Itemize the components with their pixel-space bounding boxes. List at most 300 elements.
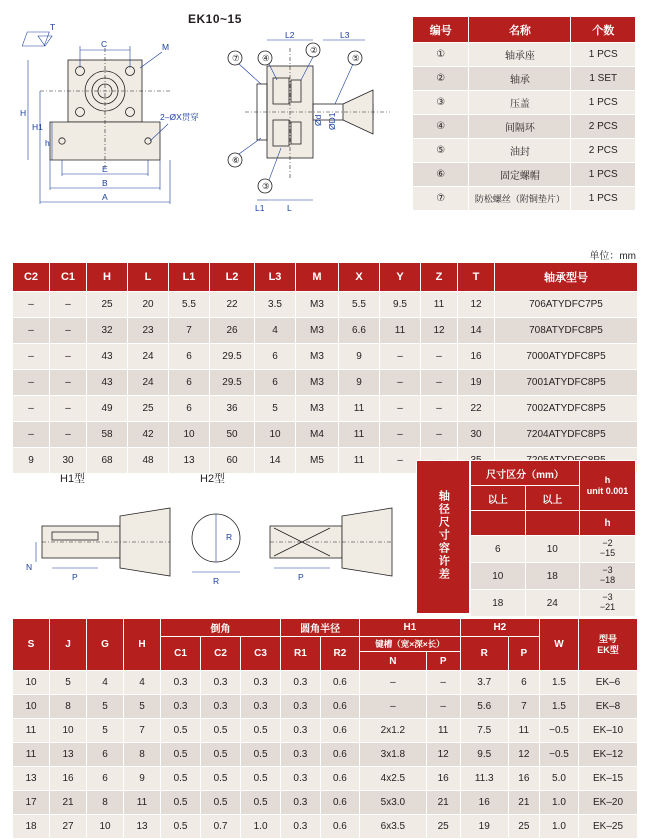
table-row: [13, 422, 638, 448]
spec-header-h: H: [124, 619, 161, 671]
dim-cell: –: [13, 344, 50, 370]
table-row: [413, 115, 636, 139]
dim-cell: M3: [296, 396, 339, 422]
table-row: [13, 695, 638, 719]
spec-subheader-r2: R2: [320, 637, 360, 671]
spec-cell: 3.7: [460, 671, 508, 695]
dim-cell: M3: [296, 292, 339, 318]
dim-cell: –: [380, 448, 421, 474]
spec-cell: EK–8: [579, 695, 638, 719]
unit-note: 单位：mm: [589, 251, 636, 262]
spec-cell: 11: [124, 791, 161, 815]
spec-cell: 2x1.2: [360, 719, 426, 743]
dim-cell: 10: [169, 422, 210, 448]
table-row: [13, 743, 638, 767]
dim-cell: 11: [339, 396, 380, 422]
spec-cell: 6: [508, 671, 539, 695]
dim-cell: 12: [458, 292, 495, 318]
dim-cell: 25: [87, 292, 128, 318]
spec-cell: 13: [124, 815, 161, 839]
dim-header-c2: C2: [13, 263, 50, 292]
dim-cell: M3: [296, 318, 339, 344]
spec-cell: 1.0: [241, 815, 281, 839]
dim-cell: –: [13, 422, 50, 448]
dim-cell: –: [13, 396, 50, 422]
spec-header-s: S: [13, 619, 50, 671]
part-name: 轴承座: [469, 43, 571, 67]
spec-cell: 0.3: [241, 695, 281, 719]
svg-text:P: P: [72, 572, 78, 582]
dim-cell: 19: [458, 370, 495, 396]
spec-cell: 0.3: [161, 671, 201, 695]
part-no: ③: [413, 91, 469, 115]
dim-cell: 10: [255, 422, 296, 448]
dim-cell: 16: [458, 344, 495, 370]
spec-cell: 16: [508, 767, 539, 791]
dim-cell: 5.5: [169, 292, 210, 318]
dim-cell: M3: [296, 370, 339, 396]
shaft-end-diagrams: [20, 460, 400, 600]
table-row: [413, 163, 636, 187]
spec-cell: 0.5: [201, 743, 241, 767]
svg-text:P: P: [298, 572, 304, 582]
dim-cell: 30: [458, 422, 495, 448]
dim-cell: 29.5: [210, 370, 255, 396]
dim-cell: 6.6: [339, 318, 380, 344]
parts-header-qty: 个数: [571, 17, 636, 43]
table-row: [413, 43, 636, 67]
tol-max: 10: [525, 536, 580, 563]
spec-cell: 0.3: [281, 695, 321, 719]
spec-subheader-c1: C1: [161, 637, 201, 671]
part-qty: 2 PCS: [571, 115, 636, 139]
part-no: ⑥: [413, 163, 469, 187]
tol-h: −2 −15: [580, 536, 636, 563]
dim-cell: –: [13, 292, 50, 318]
assembly-drawing-front: [10, 8, 210, 223]
spec-cell: −0.5: [540, 743, 579, 767]
spec-cell: 4x2.5: [360, 767, 426, 791]
spec-header-h1: H1: [360, 619, 461, 637]
spec-cell: 0.5: [161, 815, 201, 839]
tolerance-header-range: 尺寸区分（mm）: [471, 461, 580, 486]
spec-cell: 0.5: [161, 791, 201, 815]
dim-cell: 4: [255, 318, 296, 344]
spec-cell: 1.0: [540, 791, 579, 815]
spec-cell: 0.5: [241, 791, 281, 815]
dim-header-c1: C1: [50, 263, 87, 292]
dim-cell: 6: [169, 396, 210, 422]
spec-cell: 19: [460, 815, 508, 839]
dim-header-bearing: 轴承型号: [495, 263, 638, 292]
part-name: 间隔环: [469, 115, 571, 139]
spec-cell: 4: [87, 671, 124, 695]
spec-cell: 11: [508, 719, 539, 743]
dim-cell: 30: [50, 448, 87, 474]
spec-cell: 0.3: [281, 671, 321, 695]
spec-cell: 0.3: [201, 671, 241, 695]
dim-cell: 29.5: [210, 344, 255, 370]
spec-cell: 0.5: [161, 767, 201, 791]
spec-cell: 21: [426, 791, 460, 815]
part-qty: 1 PCS: [571, 43, 636, 67]
spec-cell: 0.3: [281, 815, 321, 839]
spec-cell: 0.5: [201, 767, 241, 791]
dim-cell: –: [421, 370, 458, 396]
tolerance-header-h: h unit 0.001: [580, 461, 636, 511]
part-no: ①: [413, 43, 469, 67]
dim-cell: 6: [169, 344, 210, 370]
spec-header-h2: H2: [460, 619, 539, 637]
spec-cell: 10: [87, 815, 124, 839]
tol-h: −3 −18: [580, 563, 636, 590]
part-name: 油封: [469, 139, 571, 163]
dim-cell: 26: [210, 318, 255, 344]
svg-text:B: B: [102, 178, 108, 188]
tolerance-table: [470, 460, 636, 617]
table-row: [471, 536, 636, 563]
spec-cell: 5.6: [460, 695, 508, 719]
table-row: [13, 370, 638, 396]
dim-cell: 7204ATYDFC8P5: [495, 422, 638, 448]
svg-text:E: E: [102, 164, 108, 174]
spec-header-j: J: [50, 619, 87, 671]
dim-cell: 36: [210, 396, 255, 422]
spec-cell: 0.5: [201, 791, 241, 815]
spec-cell: 1.0: [540, 815, 579, 839]
dim-cell: 7002ATYDFC8P5: [495, 396, 638, 422]
dim-cell: 68: [87, 448, 128, 474]
dim-cell: –: [380, 396, 421, 422]
table-row: [13, 344, 638, 370]
spec-cell: 4: [124, 671, 161, 695]
dim-cell: 9.5: [380, 292, 421, 318]
part-name: 固定螺帽: [469, 163, 571, 187]
dim-cell: 9: [339, 344, 380, 370]
parts-header-no: 编号: [413, 17, 469, 43]
spec-cell: 7: [124, 719, 161, 743]
spec-cell: 25: [426, 815, 460, 839]
dim-cell: M3: [296, 344, 339, 370]
part-no: ④: [413, 115, 469, 139]
dim-cell: 706ATYDFC7P5: [495, 292, 638, 318]
svg-text:L2: L2: [285, 30, 295, 40]
svg-text:L3: L3: [340, 30, 350, 40]
dim-cell: –: [50, 370, 87, 396]
spec-cell: EK–6: [579, 671, 638, 695]
dim-cell: –: [13, 318, 50, 344]
spec-cell: 0.3: [201, 695, 241, 719]
dim-cell: 25: [128, 396, 169, 422]
svg-text:2–ØX贯穿: 2–ØX贯穿: [160, 112, 199, 122]
dim-cell: 14: [458, 318, 495, 344]
dim-cell: 11: [421, 292, 458, 318]
dim-header-x: X: [339, 263, 380, 292]
dim-cell: –: [50, 422, 87, 448]
tol-max: 18: [525, 563, 580, 590]
dim-cell: 11: [339, 448, 380, 474]
spec-cell: −0.5: [540, 719, 579, 743]
spec-cell: 5: [124, 695, 161, 719]
svg-text:L: L: [287, 203, 292, 213]
dim-cell: 12: [421, 318, 458, 344]
part-qty: 1 PCS: [571, 91, 636, 115]
spec-subheader-keyway: 键槽（宽×深×长）: [360, 637, 461, 652]
spec-cell: 5x3.0: [360, 791, 426, 815]
spec-cell: 10: [13, 671, 50, 695]
part-name: 轴承: [469, 67, 571, 91]
svg-text:A: A: [102, 192, 108, 202]
table-row: [471, 590, 636, 617]
spec-cell: 0.6: [320, 743, 360, 767]
spec-header-w: W: [540, 619, 579, 671]
table-row: [13, 396, 638, 422]
spec-cell: 25: [508, 815, 539, 839]
spec-cell: 12: [426, 743, 460, 767]
spec-subheader-p2: P: [508, 637, 539, 671]
table-row: [13, 815, 638, 839]
dim-cell: 49: [87, 396, 128, 422]
part-no: ②: [413, 67, 469, 91]
dim-cell: 7001ATYDFC8P5: [495, 370, 638, 396]
svg-text:C: C: [101, 39, 108, 49]
dim-cell: 7: [169, 318, 210, 344]
dimension-table: [12, 262, 638, 474]
spec-cell: –: [426, 695, 460, 719]
spec-cell: 6: [87, 743, 124, 767]
spec-cell: EK–12: [579, 743, 638, 767]
dim-header-l: L: [128, 263, 169, 292]
svg-text:⑤: ⑤: [352, 53, 360, 63]
spec-cell: 8: [87, 791, 124, 815]
spec-header-g: G: [87, 619, 124, 671]
spec-subheader-r: R: [460, 637, 508, 671]
dim-cell: –: [421, 422, 458, 448]
spec-cell: EK–20: [579, 791, 638, 815]
dim-cell: 58: [87, 422, 128, 448]
spec-cell: 18: [13, 815, 50, 839]
dim-cell: –: [421, 344, 458, 370]
spec-cell: 0.5: [161, 743, 201, 767]
spec-cell: 0.5: [161, 719, 201, 743]
spec-cell: 5: [50, 671, 87, 695]
spec-cell: –: [360, 695, 426, 719]
spec-cell: 0.7: [201, 815, 241, 839]
assembly-drawing-section: [215, 8, 405, 223]
dim-header-t: T: [458, 263, 495, 292]
spec-cell: 0.6: [320, 767, 360, 791]
spec-cell: 13: [13, 767, 50, 791]
dim-cell: 24: [128, 370, 169, 396]
spec-cell: 0.5: [241, 719, 281, 743]
spec-cell: 0.5: [201, 719, 241, 743]
dim-cell: –: [50, 318, 87, 344]
dim-cell: 20: [128, 292, 169, 318]
svg-text:③: ③: [262, 181, 270, 191]
spec-subheader-r1: R1: [281, 637, 321, 671]
tolerance-side-label-table: [416, 460, 470, 614]
spec-subheader-p1: P: [426, 652, 460, 671]
dim-cell: 43: [87, 344, 128, 370]
spec-cell: 0.6: [320, 791, 360, 815]
dim-cell: 11: [339, 422, 380, 448]
dim-cell: 5.5: [339, 292, 380, 318]
svg-text:②: ②: [310, 45, 318, 55]
dim-cell: 22: [458, 396, 495, 422]
dim-cell: 60: [210, 448, 255, 474]
spec-subheader-c2: C2: [201, 637, 241, 671]
spec-cell: 0.5: [241, 767, 281, 791]
spec-cell: 8: [124, 743, 161, 767]
dim-cell: –: [50, 344, 87, 370]
part-no: ⑤: [413, 139, 469, 163]
tol-min: 18: [471, 590, 526, 617]
svg-text:T: T: [50, 22, 56, 32]
dim-header-l1: L1: [169, 263, 210, 292]
tolerance-subheader-above1: 以上: [471, 486, 526, 511]
spec-cell: 0.3: [161, 695, 201, 719]
spec-cell: 7.5: [460, 719, 508, 743]
parts-list-table: [412, 16, 636, 211]
svg-text:M: M: [162, 42, 170, 52]
table-row: [413, 91, 636, 115]
dim-cell: 6: [169, 370, 210, 396]
dim-cell: 7000ATYDFC8P5: [495, 344, 638, 370]
dim-header-z: Z: [421, 263, 458, 292]
spec-cell: 11: [13, 719, 50, 743]
dim-cell: 24: [128, 344, 169, 370]
spec-cell: EK–25: [579, 815, 638, 839]
spec-cell: –: [360, 671, 426, 695]
dim-cell: 9: [13, 448, 50, 474]
dim-cell: M5: [296, 448, 339, 474]
spec-cell: 0.6: [320, 815, 360, 839]
spec-cell: EK–15: [579, 767, 638, 791]
spec-cell: 11: [13, 743, 50, 767]
svg-text:R: R: [226, 532, 233, 542]
spec-header-radius: 圆角半径: [281, 619, 360, 637]
svg-text:N: N: [26, 562, 33, 572]
spec-cell: 9.5: [460, 743, 508, 767]
dim-cell: –: [13, 370, 50, 396]
part-qty: 2 PCS: [571, 139, 636, 163]
dim-cell: –: [421, 396, 458, 422]
dim-cell: 3.5: [255, 292, 296, 318]
dim-cell: 6: [255, 370, 296, 396]
spec-cell: 12: [508, 743, 539, 767]
dim-cell: 43: [87, 370, 128, 396]
dim-header-l2: L2: [210, 263, 255, 292]
table-row: [413, 67, 636, 91]
part-qty: 1 SET: [571, 67, 636, 91]
spec-cell: 5: [87, 719, 124, 743]
dim-cell: 50: [210, 422, 255, 448]
table-row: [13, 292, 638, 318]
svg-text:L1: L1: [255, 203, 265, 213]
spec-cell: –: [426, 671, 460, 695]
dim-cell: 6: [255, 344, 296, 370]
spec-cell: 13: [50, 743, 87, 767]
spec-cell: 0.6: [320, 695, 360, 719]
spec-cell: 7: [508, 695, 539, 719]
specification-table: [12, 618, 638, 839]
h2-type-label: H2型: [200, 473, 226, 485]
tolerance-side-label: 轴径尺寸容许差: [417, 461, 470, 614]
svg-text:④: ④: [262, 53, 270, 63]
h1-type-label: H1型: [60, 473, 86, 485]
dim-cell: –: [50, 292, 87, 318]
spec-cell: 0.5: [241, 743, 281, 767]
dim-cell: 708ATYDFC8P5: [495, 318, 638, 344]
spec-cell: 0.3: [241, 671, 281, 695]
part-name: 压盖: [469, 91, 571, 115]
spec-subheader-n: N: [360, 652, 426, 671]
dim-cell: 42: [128, 422, 169, 448]
spec-cell: 21: [50, 791, 87, 815]
table-row: [13, 719, 638, 743]
spec-cell: 21: [508, 791, 539, 815]
spec-cell: 6x3.5: [360, 815, 426, 839]
dim-cell: 22: [210, 292, 255, 318]
spec-cell: 0.6: [320, 671, 360, 695]
svg-text:H: H: [20, 108, 27, 118]
dim-cell: –: [50, 396, 87, 422]
part-qty: 1 PCS: [571, 163, 636, 187]
spec-cell: 10: [50, 719, 87, 743]
spec-cell: 11: [426, 719, 460, 743]
dim-header-y: Y: [380, 263, 421, 292]
spec-cell: 9: [124, 767, 161, 791]
svg-text:ØD1: ØD1: [327, 112, 337, 130]
tol-h: −3 −21: [580, 590, 636, 617]
svg-text:⑦: ⑦: [232, 53, 240, 63]
table-row: [471, 563, 636, 590]
spec-cell: 16: [50, 767, 87, 791]
dim-cell: –: [380, 344, 421, 370]
table-row: [413, 139, 636, 163]
tolerance-subheader-h: h: [580, 511, 636, 536]
spec-cell: 0.3: [281, 743, 321, 767]
dim-cell: –: [380, 370, 421, 396]
spec-cell: 27: [50, 815, 87, 839]
part-qty: 1 PCS: [571, 187, 636, 211]
spec-cell: 0.3: [281, 767, 321, 791]
table-row: [13, 767, 638, 791]
dim-cell: M4: [296, 422, 339, 448]
dim-cell: 14: [255, 448, 296, 474]
spec-cell: 10: [13, 695, 50, 719]
dim-cell: 32: [87, 318, 128, 344]
dim-cell: –: [380, 422, 421, 448]
dim-header-l3: L3: [255, 263, 296, 292]
dim-cell: 23: [128, 318, 169, 344]
page-title: EK10~15: [188, 12, 242, 26]
spec-header-chamfer: 倒角: [161, 619, 281, 637]
spec-cell: 16: [460, 791, 508, 815]
spec-cell: 0.3: [281, 791, 321, 815]
tol-min: 6: [471, 536, 526, 563]
dim-cell: 11: [380, 318, 421, 344]
spec-cell: 16: [426, 767, 460, 791]
dim-cell: 13: [169, 448, 210, 474]
tolerance-subheader-above2: 以上: [525, 486, 580, 511]
spec-cell: 6: [87, 767, 124, 791]
table-row: [413, 187, 636, 211]
dim-cell: 5: [255, 396, 296, 422]
spec-cell: 3x1.8: [360, 743, 426, 767]
svg-text:Ød: Ød: [313, 114, 323, 126]
dim-cell: 48: [128, 448, 169, 474]
